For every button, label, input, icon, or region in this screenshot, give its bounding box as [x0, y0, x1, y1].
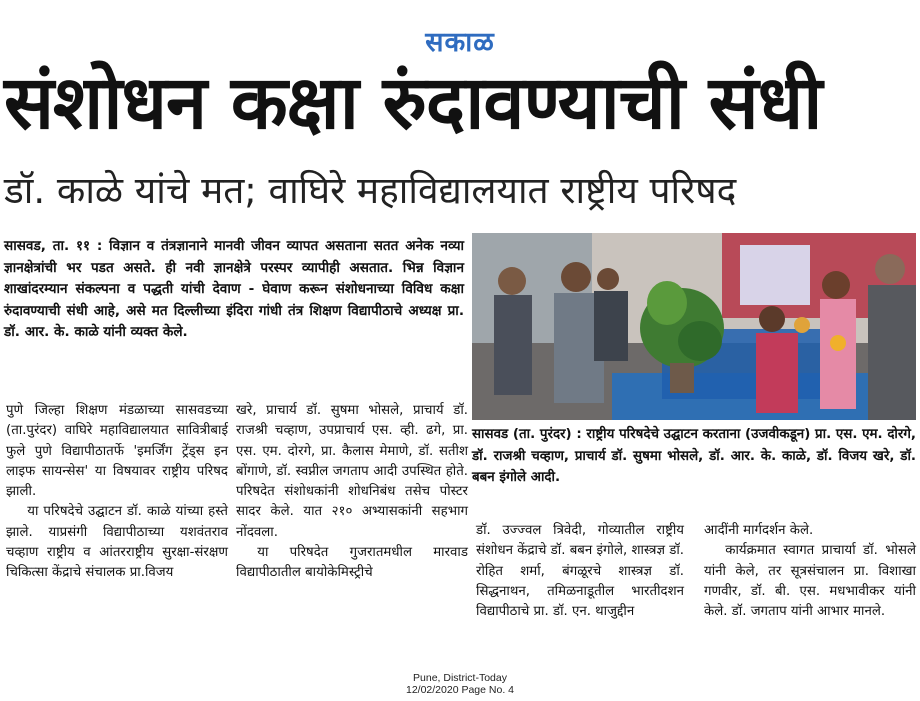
body-paragraph: पुणे जिल्हा शिक्षण मंडळाच्या सासवडच्या (ता.पुरंदर) वाघिरे महाविद्यालयात सावित्रीबाई फुले पुणे विद्यापीठातर्फे 'इमर्जिंग ट्रेंड्स इन लाइफ सायन्सेस' या विषयावर राष्ट्रीय परिषद झाली. [6, 403, 228, 500]
photo-caption: सासवड (ता. पुरंदर) : राष्ट्रीय परिषदेचे उद्घाटन करताना (उजवीकडून) प्रा. एस. एम. दोरगे, डॉ. राजश्री चव्हाण, प्राचार्य डॉ. सुषमा भोसले, डॉ. आर. के. काळे, डॉ. विजय खरे, डॉ. बबन इंगोले आदी. [472, 427, 916, 485]
body-paragraph: या परिषदेचे उद्घाटन डॉ. काळे यांच्या हस्ते झाले. याप्रसंगी विद्यापीठाच्या यशवंतराव चव्हाण राष्ट्रीय व आंतरराष्ट्रीय सुरक्षा-संरक्षण चिकित्सा केंद्राचे संचालक प्रा.विजय [6, 504, 228, 581]
body-paragraph: खरे, प्राचार्य डॉ. सुषमा भोसले, प्राचार्य डॉ. राजश्री चव्हाण, उपप्राचार्य एस. व्ही. ढगे, प्रा. एस. एम. दोरगे, प्रा. कैलास मेमाणे, डॉ. सतीश बोंगाणे, डॉ. स्वप्नील जगताप आदी उपस्थित होते. परिषदेत संशोधकांनी शोधनिबंध तसेच पोस्टर सादर केले. यात २१० अभ्यासकांनी सहभाग नोंदवला. [236, 403, 468, 540]
article-lead: सासवड, ता. ११ : विज्ञान व तंत्रज्ञानाने मानवी जीवन व्यापत असताना सतत अनेक नव्या ज्ञानक्षेत्रांची भर पडत असते. ही नवी ज्ञानक्षेत्रे परस्पर व्यापीही असतात. भिन्न विज्ञान शाखांदरम्यान संकल्पना व पद्धती यांची देवाण - घेवाण करून संशोधनाच्या विविध कक्षा रुंदावण्याची संधी आहे, असे मत दिल्लीच्या इंदिरा गांधी तंत्र शिक्षण विद्यापीठाचे अध्यक्ष प्रा. डॉ. आर. के. काळे यांनी व्यक्त केले. [4, 238, 464, 340]
body-column-3 [476, 521, 684, 622]
page-footer [0, 672, 920, 696]
article-subheadline: डॉ. काळे यांचे मत; वाघिरे महाविद्यालयात राष्ट्रीय परिषद [4, 169, 737, 212]
footer-date-page: 12/02/2020 Page No. 4 [405, 684, 514, 696]
body-paragraph: या परिषदेत गुजरातमधील मारवाड विद्यापीठातील बायोकेमिस्ट्रीचे [236, 545, 468, 581]
newspaper-masthead: सकाळ [425, 27, 495, 58]
footer-edition: Pune, District-Today [413, 672, 507, 684]
body-paragraph: आदींनी मार्गदर्शन केले. [704, 523, 814, 538]
body-paragraph: डॉ. उज्ज्वल त्रिवेदी, गोव्यातील राष्ट्रीय संशोधन केंद्राचे डॉ. बबन इंगोले, शास्त्रज्ञ डॉ. रोहित शर्मा, बंगळूरचे शास्त्रज्ञ डॉ. सिद्धनाथन, तमिळनाडूतील भारतीदशन विद्यापीठाचे प्रा. डॉ. एन. थाजुद्दीन [476, 523, 684, 620]
body-column-2 [236, 401, 468, 584]
body-paragraph: कार्यक्रमात स्वागत प्राचार्या डॉ. भोसले यांनी केले, तर सूत्रसंचालन प्रा. विशाखा गणवीर, डॉ. बी. एस. मधभावीकर यांनी केले. डॉ. जगताप यांनी आभार मानले. [704, 543, 916, 620]
body-column-1 [6, 401, 228, 584]
event-photo [472, 233, 916, 420]
article-headline: संशोधन कक्षा रुंदावण्याची संधी [4, 60, 822, 146]
body-column-4 [704, 521, 916, 622]
